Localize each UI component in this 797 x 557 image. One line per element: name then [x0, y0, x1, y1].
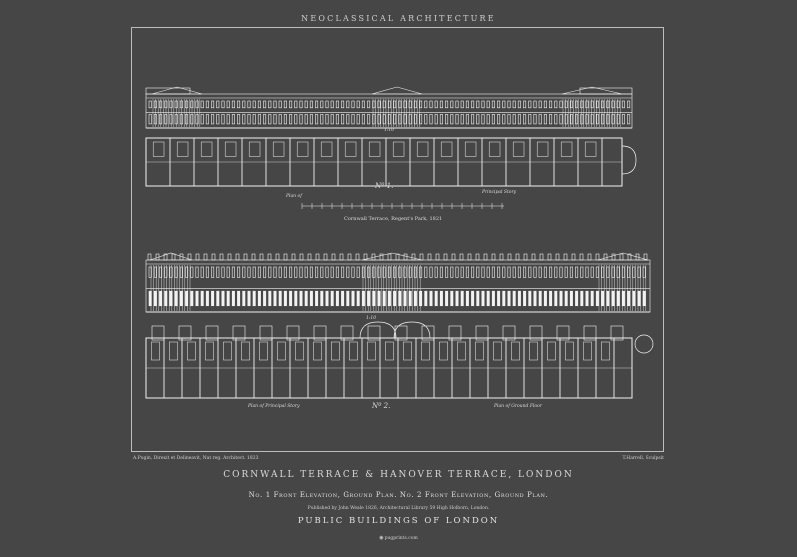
publisher-line: Published by John Weale 1826, Architectural Library 59 High Holborn, London. [307, 506, 490, 511]
front-elevation-1 [146, 87, 632, 128]
bottom-left-caption: Plan of Principal Story [248, 404, 300, 409]
site-label: pugprints.com [384, 536, 418, 541]
engraver-credit: T.Harrell, Sculpsit [622, 456, 664, 461]
scale-bar [302, 203, 504, 209]
top-right-caption: Principal Story [482, 190, 517, 195]
scale-caption: Cornwall Terrace, Regent's Park, 1821 [344, 216, 443, 222]
globe-icon: ◉ [379, 535, 384, 541]
engraving-plate [131, 27, 664, 452]
front-elevation-2 [146, 253, 650, 312]
print-title: CORNWALL TERRACE & HANOVER TERRACE, LONDON [223, 470, 574, 480]
print-subtitle: No. 1 Front Elevation, Ground Plan. No. 2 Front Elevation, Ground Plan. [248, 491, 549, 499]
site-link[interactable] [0, 535, 797, 541]
delineator-credit: A.Pugin, Direxit et Delineavit, Nat reg. Architect. 1823 [133, 456, 259, 461]
ground-plan-1 [146, 138, 636, 186]
top-drawing-number: Nº 1. [375, 182, 394, 190]
top-scale-label: 1:10 [384, 128, 395, 133]
bottom-drawing-number: Nº 2. [372, 402, 391, 410]
ground-plan-2 [146, 322, 653, 398]
page-header: NEOCLASSICAL ARCHITECTURE [301, 14, 496, 23]
series-title: PUBLIC BUILDINGS OF LONDON [297, 516, 500, 526]
bottom-scale-label: 1:10 [366, 316, 377, 321]
architectural-drawing [132, 28, 665, 453]
top-left-caption: Plan of [286, 194, 302, 199]
bottom-right-caption: Plan of Ground Floor [494, 404, 542, 409]
